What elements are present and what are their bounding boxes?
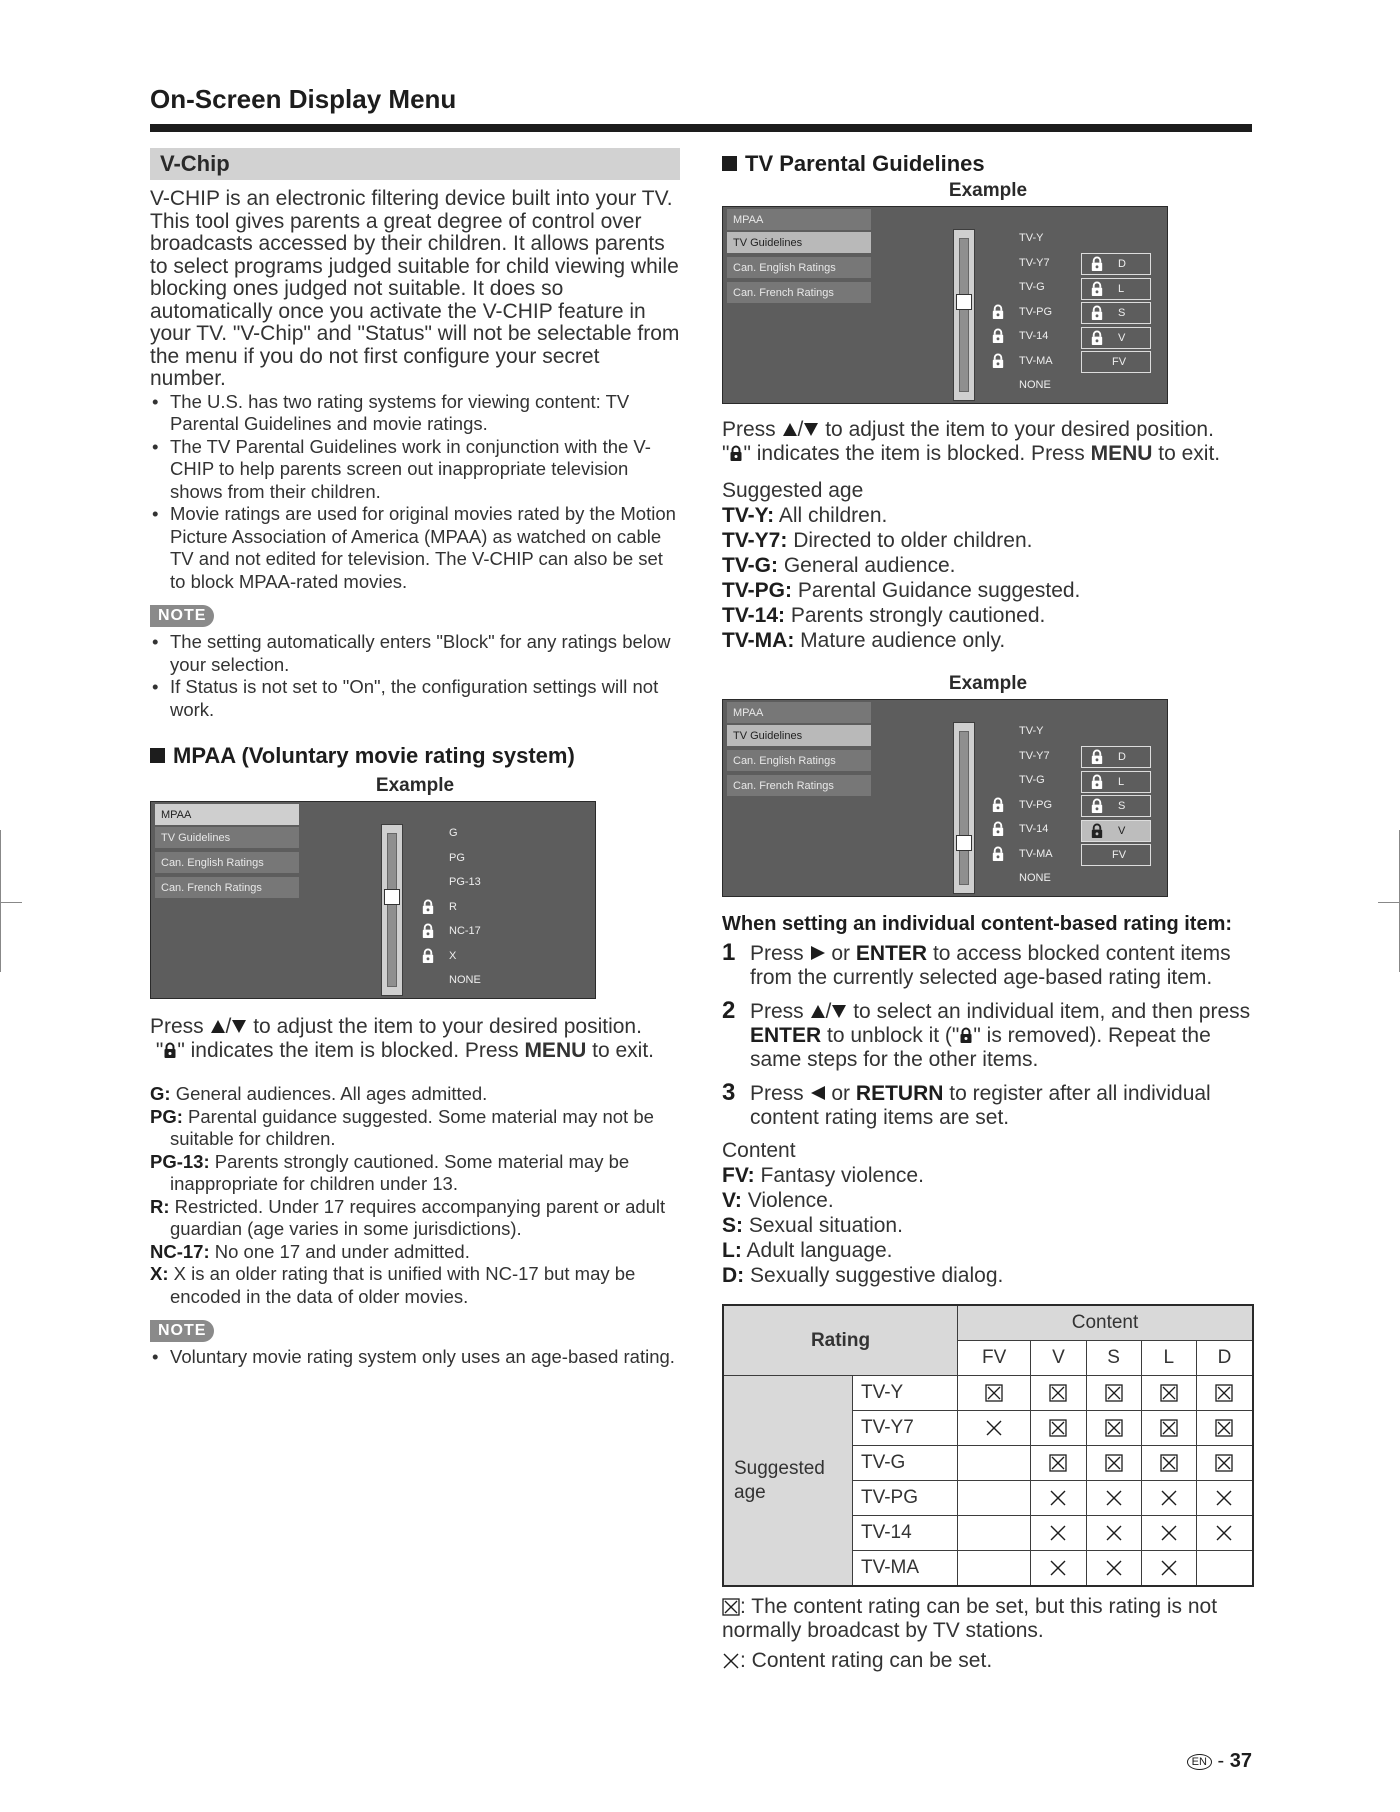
table-cell (1031, 1446, 1086, 1481)
rating-header: Rating (723, 1305, 958, 1376)
mpaa-osd-screen (150, 801, 596, 999)
content-item-label: L (1118, 775, 1125, 788)
note-badge: NOTE (150, 1320, 214, 1342)
desc-item: NC-17: No one 17 and under admitted. (150, 1240, 470, 1262)
rating-item[interactable]: TV-14 (1019, 823, 1049, 835)
table-cell (1031, 1411, 1086, 1446)
menu-item[interactable]: MPAA (727, 209, 871, 231)
lock-icon (991, 821, 1005, 837)
rating-item[interactable]: TV-PG (1019, 305, 1053, 318)
up-arrow-icon (782, 422, 798, 437)
slider-track (959, 731, 969, 885)
menu-item-mpaa[interactable]: MPAA (155, 804, 299, 826)
sug-item: TV-MA: Mature audience only. (722, 629, 1006, 652)
content-item-label: V (1118, 331, 1126, 344)
rating-item[interactable]: NONE (1019, 379, 1051, 391)
slider-knob[interactable] (956, 835, 972, 851)
rating-item[interactable]: TV-PG (1019, 798, 1053, 811)
rating-item[interactable]: PG (449, 851, 465, 864)
list-item: • Voluntary movie rating system only uses an age-based rating. (150, 1346, 680, 1369)
rating-item[interactable]: R (449, 900, 457, 913)
content-item-box[interactable] (1081, 795, 1151, 817)
lock-icon (1090, 823, 1104, 846)
table-cell (1141, 1551, 1196, 1587)
boxed-cross-icon (722, 1598, 740, 1616)
left-arrow-icon (810, 1085, 826, 1101)
table-cell (1086, 1516, 1141, 1551)
table-cell (1086, 1481, 1141, 1516)
legend-boxed: : The content rating can be set, but this rating is not normally broadcast by TV stations. (722, 1595, 1218, 1642)
lock-icon (991, 846, 1005, 862)
col-header: V (1031, 1341, 1086, 1376)
table-cell (1196, 1411, 1253, 1446)
list-item: • Movie ratings are used for original movies rated by the Motion Picture Association of America (MPAA) as watched on cable TV and not edited for television. The V-CHIP can also be set to block MPAA-rated movies. (150, 503, 680, 593)
content-item-box[interactable] (1081, 278, 1151, 300)
step-1: 1 Press or ENTER to access blocked content items from the currently selected age-based rating item. (722, 939, 1231, 989)
table-cell (1031, 1481, 1086, 1516)
list-item: • The setting automatically enters "Block" for any ratings below your selection. (150, 631, 680, 676)
menu-item[interactable]: Can. English Ratings (727, 750, 871, 772)
table-cell (958, 1481, 1031, 1516)
lock-icon (729, 445, 743, 462)
tvpg-heading-text: TV Parental Guidelines (745, 151, 985, 176)
menu-item[interactable]: Can. French Ratings (727, 282, 871, 304)
content-item: FV: Fantasy violence. (722, 1164, 924, 1187)
rating-item[interactable]: TV-MA (1019, 354, 1053, 367)
mpaa-heading-text: MPAA (Voluntary movie rating system) (173, 743, 575, 768)
sug-item: TV-PG: Parental Guidance suggested. (722, 579, 1081, 602)
table-cell (1196, 1481, 1253, 1516)
menu-item-tv-guidelines[interactable]: TV Guidelines (155, 827, 299, 849)
rating-item[interactable]: TV-Y7 (1019, 749, 1050, 762)
step-2: 2 Press / to select an individual item, and then press ENTER to unblock it (" " is removed). Repeat the same steps for the other items. (722, 997, 1251, 1071)
lock-icon (1090, 774, 1104, 797)
mpaa-descriptions (150, 1083, 680, 1308)
content-item-box[interactable] (1081, 820, 1151, 842)
step-3: 3 Press or RETURN to register after all individual content rating items are set. (722, 1079, 1211, 1129)
table-cell (1196, 1516, 1253, 1551)
rating-item[interactable]: TV-G (1019, 281, 1045, 293)
col-header: L (1141, 1341, 1196, 1376)
boxed-cross-icon (1215, 1382, 1233, 1403)
content-list (722, 1138, 1254, 1288)
table-cell (1141, 1411, 1196, 1446)
slider-knob[interactable] (384, 889, 400, 905)
rating-name: TV-Y7 (853, 1411, 958, 1446)
table-cell (958, 1551, 1031, 1587)
sug-item: TV-Y: All children. (722, 504, 888, 527)
boxed-cross-icon (1215, 1417, 1233, 1438)
cross-icon (722, 1652, 740, 1670)
boxed-cross-icon (985, 1382, 1003, 1403)
right-column (722, 148, 1254, 1673)
content-title: Content (722, 1139, 796, 1162)
table-cell (1141, 1481, 1196, 1516)
individual-heading: When setting an individual content-based rating item: (722, 913, 1233, 935)
mpaa-heading (150, 743, 680, 769)
sug-item: TV-Y7: Directed to older children. (722, 529, 1033, 552)
lock-icon (991, 797, 1005, 813)
rating-item[interactable]: TV-14 (1019, 330, 1049, 342)
content-item-label: L (1118, 282, 1125, 295)
col-header: S (1086, 1341, 1141, 1376)
menu-item[interactable]: TV Guidelines (727, 725, 871, 747)
content-item: V: Violence. (722, 1189, 834, 1212)
boxed-cross-icon (1105, 1417, 1123, 1438)
lock-icon (991, 353, 1005, 369)
note-badge: NOTE (150, 605, 214, 627)
boxed-cross-icon (1160, 1452, 1178, 1473)
content-item-label: FV (1112, 356, 1127, 368)
table-cell (1196, 1551, 1253, 1587)
rating-table (722, 1304, 1254, 1587)
desc-item: PG: Parental guidance suggested. Some material may not be suitable for children. (150, 1105, 654, 1149)
menu-item-can-english[interactable]: Can. English Ratings (155, 852, 299, 874)
lock-icon (959, 1027, 973, 1044)
tvpg-osd-screen-2 (722, 699, 1168, 897)
rating-item[interactable]: X (449, 949, 457, 962)
cross-icon (1105, 1487, 1123, 1508)
boxed-cross-icon (1049, 1417, 1067, 1438)
content-item: L: Adult language. (722, 1239, 893, 1262)
table-cell (1196, 1446, 1253, 1481)
table-cell (1086, 1551, 1141, 1587)
slider-track (387, 833, 397, 987)
tvpg-heading (722, 148, 1254, 180)
mpaa-press-instruction: Press / to adjust the item to your desired position. " " indicates the item is blocked. Press MENU to exit. (150, 1015, 654, 1062)
cross-icon (1160, 1487, 1178, 1508)
table-cell (1031, 1551, 1086, 1587)
rating-item[interactable]: TV-Y (1019, 725, 1044, 737)
content-item-box[interactable] (1081, 253, 1151, 275)
sug-item: TV-G: General audience. (722, 554, 956, 577)
vchip-intro: V-CHIP is an electronic filtering device built into your TV. This tool gives parents a great degree of control over broadcasts accessed by their children. It allows parents to select programs judged suitable for child viewing while blocking ones judged not suitable. It does so automatically once you activate the V-CHIP feature in your TV. "V-Chip" and "Status" will not be selectable from the menu if you do not first configure your secret number. (150, 187, 680, 390)
steps (722, 939, 1254, 1130)
down-arrow-icon (831, 1004, 847, 1019)
content-item: S: Sexual situation. (722, 1214, 903, 1237)
table-cell (958, 1516, 1031, 1551)
lock-icon (163, 1042, 177, 1059)
down-arrow-icon (231, 1019, 247, 1034)
lock-icon (1090, 798, 1104, 821)
col-header: D (1196, 1341, 1253, 1376)
cross-icon (1049, 1557, 1067, 1578)
vchip-bullets (150, 391, 680, 594)
cross-icon (1049, 1487, 1067, 1508)
up-arrow-icon (810, 1004, 826, 1019)
rating-item[interactable]: PG-13 (449, 876, 481, 888)
sug-item: TV-14: Parents strongly cautioned. (722, 604, 1046, 627)
example-label: Example (375, 775, 455, 796)
rating-item[interactable]: TV-G (1019, 774, 1045, 786)
rating-slider[interactable] (381, 824, 403, 996)
rating-slider[interactable] (953, 722, 975, 894)
table-cell (1141, 1376, 1196, 1411)
example-label: Example (948, 180, 1028, 201)
lock-icon (1090, 330, 1104, 353)
language-badge: EN (1187, 1754, 1212, 1770)
slider-knob[interactable] (956, 294, 972, 310)
page-title: On-Screen Display Menu (150, 84, 457, 114)
table-cell (958, 1376, 1031, 1411)
boxed-cross-icon (1160, 1417, 1178, 1438)
lock-icon (421, 923, 435, 939)
content-item-box[interactable] (1081, 844, 1151, 866)
lock-icon (421, 948, 435, 964)
page-number: 37 (1229, 1750, 1252, 1772)
square-bullet-icon (722, 156, 737, 171)
rating-item[interactable]: TV-Y (1019, 232, 1044, 244)
desc-item: PG-13: Parents strongly cautioned. Some material may be inappropriate for children under 13. (150, 1150, 630, 1194)
content-item-box[interactable] (1081, 302, 1151, 324)
rating-name: TV-14 (853, 1516, 958, 1551)
table-cell (1031, 1376, 1086, 1411)
lock-icon (1090, 256, 1104, 279)
lock-icon (1090, 305, 1104, 328)
legend-cross: : Content rating can be set. (722, 1649, 1254, 1673)
table-cell (1086, 1376, 1141, 1411)
content-item-label: FV (1112, 849, 1127, 861)
vchip-notes (150, 631, 680, 721)
rating-item[interactable]: NC-17 (449, 925, 481, 937)
content-item-box[interactable] (1081, 771, 1151, 793)
up-arrow-icon (210, 1019, 226, 1034)
rating-item[interactable]: NONE (449, 974, 481, 986)
content-item-label: S (1118, 307, 1126, 319)
table-cell (1086, 1446, 1141, 1481)
square-bullet-icon (150, 748, 165, 763)
slider-track (959, 238, 969, 392)
rating-name: TV-Y (853, 1376, 958, 1411)
cross-icon (1215, 1522, 1233, 1543)
list-item: • The U.S. has two rating systems for viewing content: TV Parental Guidelines and movie ratings. (150, 391, 680, 436)
table-cell (1031, 1516, 1086, 1551)
mpaa-notes (150, 1346, 680, 1369)
table-cell (1141, 1446, 1196, 1481)
rating-name: TV-G (853, 1446, 958, 1481)
boxed-cross-icon (1160, 1382, 1178, 1403)
boxed-cross-icon (1215, 1452, 1233, 1473)
tvpg-press-instruction: Press / to adjust the item to your desired position. " " indicates the item is blocked. Press MENU to exit. (722, 418, 1221, 465)
rating-name: TV-PG (853, 1481, 958, 1516)
table-cell (1141, 1516, 1196, 1551)
suggested-age-title: Suggested age (722, 479, 864, 502)
right-arrow-icon (810, 945, 826, 961)
rating-item[interactable]: TV-Y7 (1019, 256, 1050, 269)
table-cell (958, 1446, 1031, 1481)
suggested-age-list (722, 478, 1254, 653)
group-label: Suggested age (723, 1376, 853, 1587)
crop-mark (0, 830, 1, 972)
content-header: Content (958, 1305, 1254, 1341)
content-item-box[interactable] (1081, 327, 1151, 349)
boxed-cross-icon (1049, 1382, 1067, 1403)
table-header-row (723, 1305, 1253, 1341)
cross-icon (985, 1417, 1003, 1438)
boxed-cross-icon (1105, 1382, 1123, 1403)
rating-name: TV-MA (853, 1551, 958, 1587)
content-item: D: Sexually suggestive dialog. (722, 1264, 1004, 1287)
crop-mark (1378, 902, 1400, 903)
title-rule (150, 124, 1252, 132)
cross-icon (1160, 1557, 1178, 1578)
content-item-label: D (1118, 751, 1126, 763)
down-arrow-icon (803, 422, 819, 437)
content-item-box[interactable] (1081, 351, 1151, 373)
vchip-heading: V-Chip (150, 148, 680, 180)
content-item-label: D (1118, 258, 1126, 270)
cross-icon (1049, 1522, 1067, 1543)
content-item-box[interactable] (1081, 746, 1151, 768)
table-cell (1086, 1411, 1141, 1446)
list-item: • If Status is not set to "On", the configuration settings will not work. (150, 676, 680, 721)
example-label: Example (948, 673, 1028, 694)
desc-item: R: Restricted. Under 17 requires accompanying parent or adult guardian (age varies in some jurisdictions). (150, 1195, 666, 1239)
lock-icon (421, 899, 435, 915)
table-cell (958, 1411, 1031, 1446)
menu-item[interactable]: MPAA (727, 702, 871, 724)
cross-icon (1105, 1557, 1123, 1578)
tvpg-osd-screen-1 (722, 206, 1168, 404)
menu-item[interactable]: Can. French Ratings (727, 775, 871, 797)
lock-icon (991, 304, 1005, 320)
desc-item: G: General audiences. All ages admitted. (150, 1083, 488, 1104)
cross-icon (1105, 1522, 1123, 1543)
boxed-cross-icon (1049, 1452, 1067, 1473)
menu-item[interactable]: TV Guidelines (727, 232, 871, 254)
rating-slider[interactable] (953, 229, 975, 401)
boxed-cross-icon (1105, 1452, 1123, 1473)
table-cell (1196, 1376, 1253, 1411)
crop-mark (0, 902, 22, 903)
menu-item[interactable]: Can. English Ratings (727, 257, 871, 279)
content-item-label: V (1118, 824, 1126, 837)
table-row (723, 1376, 1253, 1411)
rating-item[interactable]: G (449, 827, 458, 839)
desc-item: X: X is an older rating that is unified with NC-17 but may be encoded in the data of older movies. (150, 1263, 636, 1307)
rating-item[interactable]: TV-MA (1019, 847, 1053, 860)
content-item-label: S (1118, 800, 1126, 812)
list-item: • The TV Parental Guidelines work in conjunction with the V-CHIP to help parents screen out inappropriate television shows from their children. (150, 436, 680, 504)
lock-icon (1090, 749, 1104, 772)
left-column (150, 148, 680, 1369)
cross-icon (1160, 1522, 1178, 1543)
page-footer: EN - 37 (1187, 1750, 1252, 1773)
lock-icon (1090, 281, 1104, 304)
rating-item[interactable]: NONE (1019, 872, 1051, 884)
menu-item-can-french[interactable]: Can. French Ratings (155, 877, 299, 899)
col-header: FV (958, 1341, 1031, 1376)
cross-icon (1215, 1487, 1233, 1508)
lock-icon (991, 328, 1005, 344)
